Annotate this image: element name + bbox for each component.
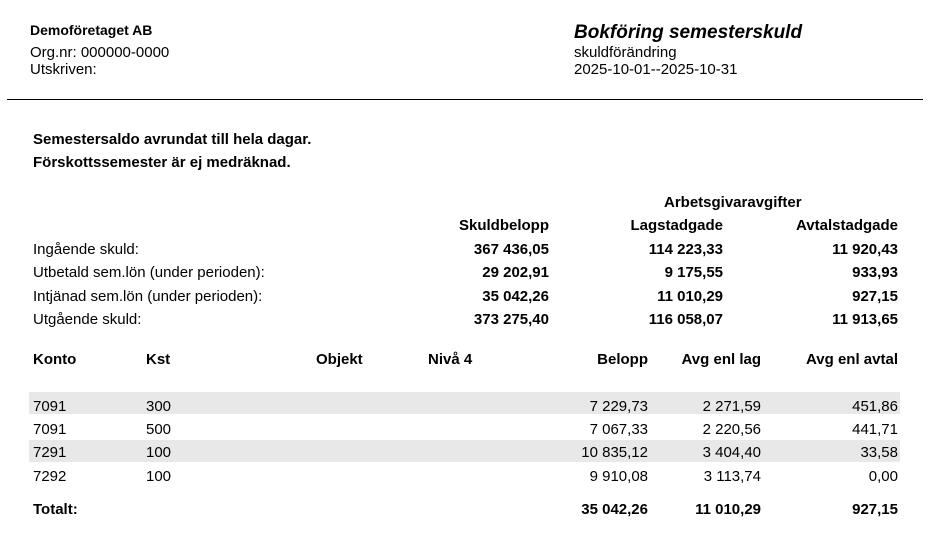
employer-fees-header: Arbetsgivaravgifter [664, 194, 802, 211]
report-subtitle: skuldförändring [574, 44, 677, 61]
summary-value: 29 202,91 [482, 264, 549, 281]
summary-value: 927,15 [852, 288, 898, 305]
col-header-belopp: Belopp [597, 351, 648, 368]
cell-konto: 7091 [33, 398, 67, 415]
col-header-avg-lag: Avg enl lag [681, 351, 761, 368]
cell-avg-avtal: 441,71 [852, 421, 898, 438]
cell-avg-lag: 2 220,56 [702, 421, 761, 438]
summary-label: Intjänad sem.lön (under perioden): [33, 288, 263, 305]
cell-kst: 100 [146, 468, 172, 485]
col-header-avg-avtal: Avg enl avtal [806, 351, 898, 368]
col-header-skuldbelopp: Skuldbelopp [459, 217, 549, 234]
cell-belopp: 9 910,08 [589, 468, 648, 485]
cell-konto: 7091 [33, 421, 67, 438]
total-belopp: 35 042,26 [581, 501, 648, 518]
total-avg-lag: 11 010,29 [695, 501, 761, 518]
total-avg-avtal: 927,15 [852, 501, 898, 518]
col-header-lagstadgade: Lagstadgade [630, 217, 723, 234]
summary-value: 11 920,43 [832, 241, 898, 258]
col-header-kst: Kst [146, 351, 171, 368]
header-divider [7, 99, 923, 100]
col-header-konto: Konto [33, 351, 77, 368]
summary-label: Utbetald sem.lön (under perioden): [33, 264, 265, 281]
summary-value: 11 913,65 [832, 311, 898, 328]
summary-value: 35 042,26 [482, 288, 549, 305]
summary-value: 373 275,40 [473, 311, 549, 328]
cell-belopp: 7 229,73 [589, 398, 648, 415]
report-period: 2025-10-01--2025-10-31 [574, 61, 738, 78]
note-rounding: Semestersaldo avrundat till hela dagar. [33, 131, 312, 148]
summary-value: 114 223,33 [648, 241, 723, 258]
summary-value: 11 010,29 [657, 288, 723, 305]
org-number: Org.nr: 000000-0000 [30, 44, 170, 61]
cell-konto: 7291 [33, 444, 67, 461]
cell-kst: 500 [146, 421, 172, 438]
col-header-objekt: Objekt [316, 351, 363, 368]
summary-value: 933,93 [852, 264, 898, 281]
cell-avg-lag: 3 113,74 [703, 468, 761, 485]
cell-belopp: 10 835,12 [581, 444, 648, 461]
summary-value: 9 175,55 [664, 264, 723, 281]
total-label: Totalt: [33, 501, 78, 518]
cell-konto: 7292 [33, 468, 67, 485]
report-title: Bokföring semesterskuld [574, 22, 803, 43]
summary-value: 116 058,07 [648, 311, 723, 328]
cell-kst: 300 [146, 398, 172, 415]
cell-avg-lag: 2 271,59 [702, 398, 761, 415]
cell-avg-avtal: 33,58 [860, 444, 898, 461]
summary-value: 367 436,05 [473, 241, 549, 258]
col-header-niva4: Nivå 4 [428, 351, 473, 368]
summary-label: Utgående skuld: [33, 311, 142, 328]
cell-avg-lag: 3 404,40 [702, 444, 761, 461]
col-header-avtalstadgade: Avtalstadgade [796, 217, 898, 234]
printed-label: Utskriven: [30, 61, 97, 78]
company-name: Demoföretaget AB [30, 22, 153, 38]
note-advance: Förskottssemester är ej medräknad. [33, 154, 291, 171]
cell-avg-avtal: 451,86 [852, 398, 898, 415]
cell-avg-avtal: 0,00 [868, 468, 898, 485]
cell-kst: 100 [146, 444, 172, 461]
summary-label: Ingående skuld: [33, 241, 139, 258]
cell-belopp: 7 067,33 [589, 421, 648, 438]
